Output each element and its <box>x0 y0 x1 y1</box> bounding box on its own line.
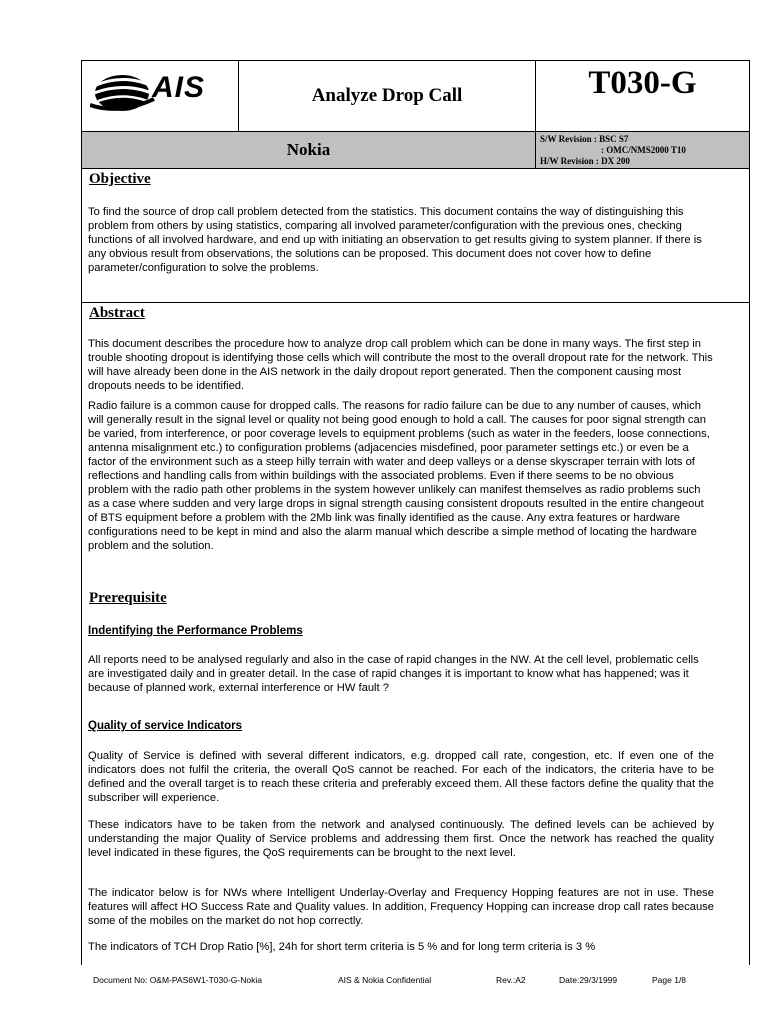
vendor-cell <box>82 131 536 168</box>
code-cell <box>536 61 749 131</box>
objective-text: To find the source of drop call problem detected from the statistics. This document contains the way of distinguishing this problem from others by using statistics, comparing all involved parameter/configuration with the previous ones, checking functions of all involved hardware, and end up with initiating an observation to get results giving to system planner. If there is any obvious result from observations, the solutions can be proposed. This document does not cover how to define parameter/configuration to solve the problems. <box>88 206 702 274</box>
revision-cell <box>536 131 749 168</box>
footer-rev: Rev.:A2 <box>496 975 526 985</box>
abstract-section <box>81 303 750 965</box>
hw-revision: H/W Revision : DX 200 <box>540 156 630 166</box>
title-cell <box>239 61 536 131</box>
footer-page: Page 1/8 <box>652 975 687 985</box>
footer-confidential: AIS & Nokia Confidential <box>338 975 432 985</box>
objective-heading: Objective <box>89 171 151 187</box>
qos-para-1: Quality of Service is defined with several different indicators, e.g. dropped call rate, congestion, etc. If even one of the indicators does not fulfil the criteria, the overall QoS cannot be reached. For each of the indicators, the criteria have to be defined and the overall target is to reach these criteria and preferably exceed them. All these factors define the quality that the subscriber will experience. <box>88 750 714 804</box>
document-code: T030-G <box>588 65 697 101</box>
qos-para-2: These indicators have to be taken from the network and analysed continuously. The defined levels can be achieved by understanding the major Quality of Service problems and addressing them first. Once the network has reached the quality level indicated in these figures, the QoS requirements can be brought to the next level. <box>88 819 714 859</box>
footer-doc-no: Document No: O&M-PAS6W1-T030-G-Nokia <box>93 975 262 985</box>
sw-revision: S/W Revision : BSC S7 <box>540 134 629 144</box>
performance-problems-heading: Indentifying the Performance Problems <box>88 625 303 637</box>
sw-revision-2: : OMC/NMS2000 T10 <box>601 145 686 155</box>
abstract-heading: Abstract <box>89 305 145 321</box>
abstract-para-1: This document describes the procedure how to analyze drop call problem which can be done in many ways. The first step in trouble shooting dropout is identifying those cells which will contribute the most to the overall dropout rate for the network. This will have already been done in the AIS network in the daily dropout report generated. Then the component causing most dropouts needs to be identified. <box>88 338 713 392</box>
objective-section <box>81 169 750 303</box>
document-title: Analyze Drop Call <box>311 85 463 106</box>
footer-date: Date:29/3/1999 <box>559 975 618 985</box>
logo-cell <box>82 61 239 131</box>
performance-problems-text: All reports need to be analysed regularly and also in the case of rapid changes in the NW. At the cell level, problematic cells are investigated daily and in greater detail. In the case of rapid changes it is important to know what has happened; was it because of planned work, external interference or HW fault ? <box>88 654 699 694</box>
abstract-para-2: Radio failure is a common cause for dropped calls. The reasons for radio failure can be due to any number of causes, which will generally result in the signal level or quality not being good enough to hold a call. The causes for poor signal strength can be varied, from interference, or poor coverage levels to equipment problems (such as water in the feeders, loose connections, antenna misalignment etc.) to configuration problems (adjacencies misdefined, poor parameter settings etc.) or even be a factor of the environment such as a steep hilly terrain with water and deep valleys or a dense skyscraper terrain with lots of reflections and handling calls from within buildings with the associated problems. Even if there seems to be no obvious problem with the radio path other problems in the system however unlikely can manifest themselves as radio problems such as a case where sudden and very large drops in signal strength causing consistent dropouts resulted in the entire changeout of BTS equipment before a problem with the 2Mb link was finally identified as the cause. Any extra features or hardware configurations need to be kept in mind and also the alarm manual which describe a simple method of locating the hardware problem and the solution. <box>88 400 710 552</box>
prerequisite-heading: Prerequisite <box>89 590 167 606</box>
qos-para-4: The indicators of TCH Drop Ratio [%], 24h for short term criteria is 5 % and for long term criteria is 3 % <box>88 941 596 953</box>
header-table <box>81 60 750 169</box>
qos-indicators-heading: Quality of service Indicators <box>88 720 243 732</box>
logo-text: AIS <box>152 71 206 104</box>
qos-para-3: The indicator below is for NWs where Intelligent Underlay-Overlay and Frequency Hopping features are not in use. These features will affect HO Success Rate and Quality values. In addition, Frequency Hopping can increase drop call rates because some of the mobiles on the market do not hop correctly. <box>88 887 714 927</box>
vendor-name: Nokia <box>286 140 331 159</box>
